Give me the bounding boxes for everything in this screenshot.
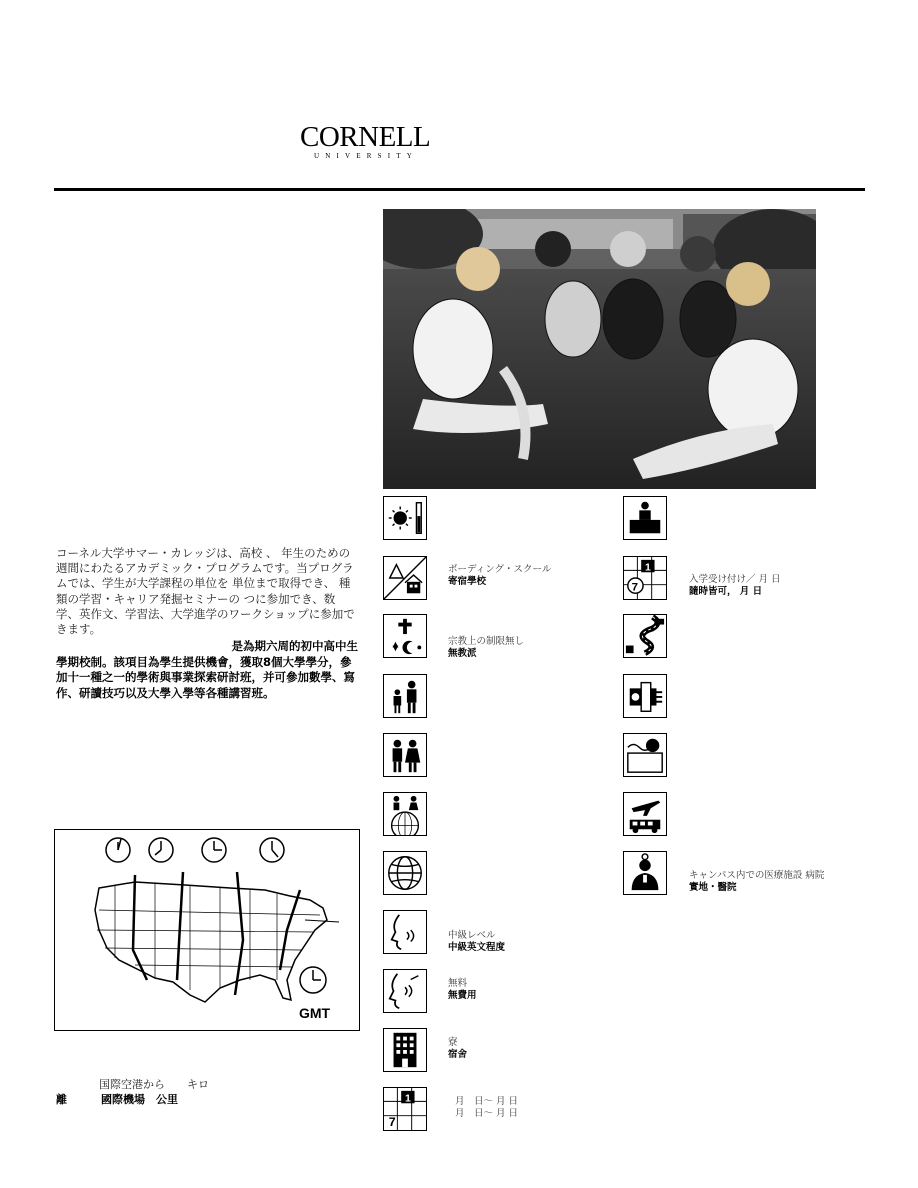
students-photo <box>383 209 816 489</box>
globe-icon <box>383 851 427 895</box>
session-dates-caption: 月 日～ 月 日 月 日～ 月 日 <box>455 1096 519 1119</box>
religion-icon <box>383 614 427 658</box>
medical-caption: キャンパス内での医療施設 病院 實地・醫院 <box>689 870 825 893</box>
admission-calendar-icon <box>623 556 667 600</box>
esl-fee-icon <box>383 969 427 1013</box>
intro-chinese <box>56 639 358 701</box>
cornell-logo <box>300 121 431 160</box>
svg-text:1: 1 <box>405 1092 411 1105</box>
svg-text:7: 7 <box>388 1115 396 1130</box>
admission-caption: 入学受け付け／ 月 日 隨時皆可， 月 日 <box>689 574 781 597</box>
english-level-icon <box>383 910 427 954</box>
boys-girls-icon <box>383 733 427 777</box>
religion-caption: 宗教上の制限無し 無教派 <box>448 636 525 659</box>
boarding-school-caption: ボーディング・スクール 寄宿學校 <box>448 564 552 587</box>
airport-distance-chinese <box>56 1091 178 1107</box>
airport-distance-japanese: 国際空港から キロ <box>99 1078 209 1091</box>
svg-text:7: 7 <box>631 581 639 594</box>
intro-japanese: コーネル大学サマー・カレッジは、高校 、 年生のための 週間にわたるアカデミック・プログラムです。当プログラムでは、学生が大学課程の単位を 単位まで取得でき、 種類の学習・キャリア発掘セミナーの つに参加でき、数学、英作文、学習法、大学進学のワークショップに参加できます。 <box>56 546 355 637</box>
intro-chinese-first-line: 是為期六周的初中高中生 <box>231 639 358 653</box>
us-timezone-map <box>54 829 360 1031</box>
english-level-caption: 中級レベル 中級英文程度 <box>448 930 506 953</box>
svg-text:1: 1 <box>645 561 651 574</box>
tuition-icon <box>623 674 667 718</box>
dormitory-caption: 寮 宿舍 <box>448 1037 468 1060</box>
boarding-school-icon <box>383 556 427 600</box>
class-size-icon <box>623 496 667 540</box>
logo-wordmark: CORNELL <box>300 121 431 153</box>
distance-airport-label: 國際機場 公里 <box>101 1093 178 1106</box>
coed-icon <box>383 674 427 718</box>
dormitory-icon <box>383 1028 427 1072</box>
international-students-icon <box>383 792 427 836</box>
intro-chinese-body: 學期校制。該項目為學生提供機會，獲取8個大學學分，參加十一種之一的學術與事業探索研討班，并可參加數學、寫作、研讀技巧以及大學入學等各種講習班。 <box>56 654 355 700</box>
esl-fee-caption: 無料 無費用 <box>448 978 477 1001</box>
airport-transfer-icon <box>623 792 667 836</box>
climate-icon <box>383 496 427 540</box>
logo-subtitle: UNIVERSITY <box>314 152 418 160</box>
header-divider <box>54 188 865 191</box>
field-trips-icon <box>623 614 667 658</box>
gmt-label: GMT <box>299 1005 331 1021</box>
session-dates-icon <box>383 1087 427 1131</box>
application-fee-icon <box>623 733 667 777</box>
medical-icon <box>623 851 667 895</box>
distance-from-label: 離 <box>56 1093 67 1106</box>
